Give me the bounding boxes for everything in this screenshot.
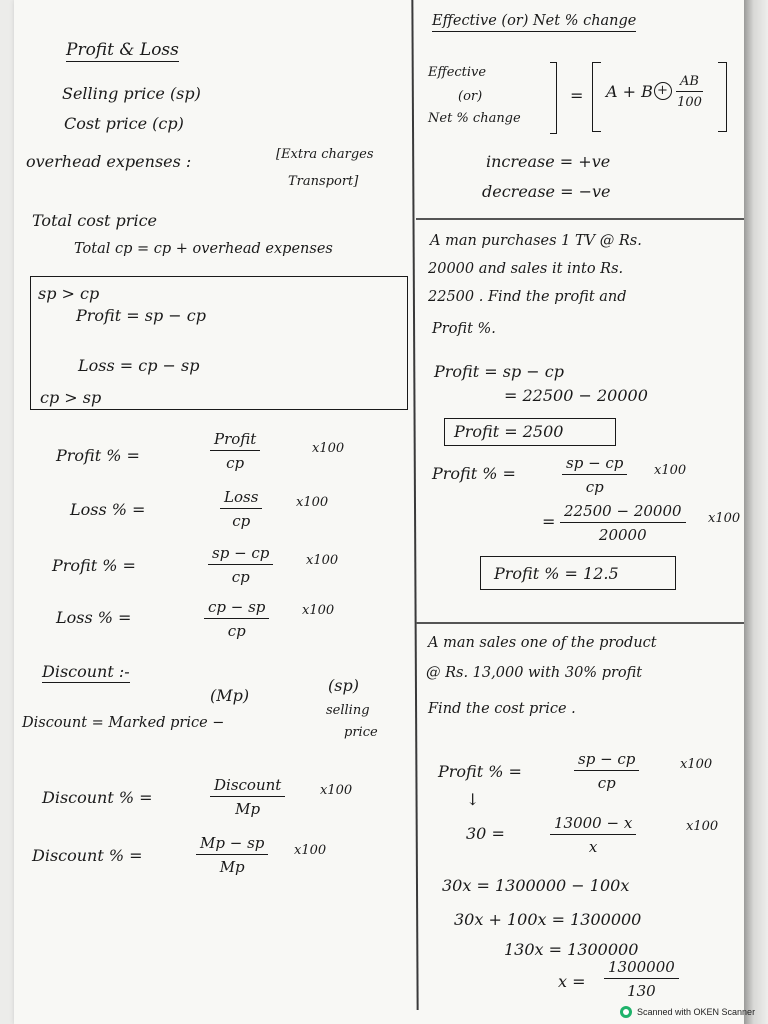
p2-step3: 30x + 100x = 1300000 <box>454 910 642 929</box>
p2-step5-fraction: $\frac{1300000}{130}$ <box>604 958 679 1000</box>
p1-step3: Profit = 2500 <box>454 422 564 441</box>
problem1-line2: 20000 and sales it into Rs. <box>428 261 624 277</box>
p2-step4: 130x = 1300000 <box>504 940 639 959</box>
down-arrow: ↓ <box>466 790 480 809</box>
times-100: x100 <box>294 843 327 858</box>
total-cp-formula: Total cp = cp + overhead expenses <box>74 241 333 257</box>
overhead-note-2: Transport] <box>288 174 359 189</box>
section-divider-1 <box>416 218 744 220</box>
times-100: x100 <box>296 495 329 510</box>
section-divider-2 <box>416 622 744 624</box>
profit-percent-fraction-2: $\frac{sp - cp}{cp}$ <box>208 544 273 586</box>
times-100: x100 <box>320 783 353 798</box>
p2-step2: 30x = 1300000 − 100x <box>442 876 630 895</box>
p2-step5-left: x = <box>558 972 586 991</box>
selling-price-def: Selling price (sp) <box>62 84 201 103</box>
problem2-line1: A man sales one of the product <box>428 635 657 651</box>
condition-cp-gt-sp: cp > sp <box>40 388 102 407</box>
page-edge-shadow <box>744 0 768 1024</box>
increase-rule: increase = +ve <box>486 152 611 171</box>
left-square-bracket <box>592 62 601 132</box>
notebook-page <box>14 0 744 1024</box>
ab-over-100: $\frac{AB}{100}$ <box>677 74 702 110</box>
times-100: x100 <box>312 441 345 456</box>
problem1-line3: 22500 . Find the profit and <box>428 289 627 305</box>
selling-word: selling <box>326 703 370 718</box>
or-label: (or) <box>458 89 483 104</box>
equals-sign: = <box>570 86 584 105</box>
a-plus-b: A + B <box>606 82 653 101</box>
p1-result: Profit % = 12.5 <box>494 564 619 583</box>
right-brace <box>550 62 557 134</box>
overhead-note-1: [Extra charges <box>276 147 374 162</box>
net-change-title: Effective (or) Net % change <box>432 14 636 32</box>
problem2-line3: Find the cost price . <box>428 701 576 717</box>
p1-step1: Profit = sp − cp <box>434 362 564 381</box>
p1-profit-percent-fraction: $\frac{sp - cp}{cp}$ <box>562 454 627 496</box>
scanner-watermark-text: Scanned with OKEN Scanner <box>637 1007 756 1017</box>
loss-percent-label-2: Loss % = <box>56 608 132 627</box>
scanner-watermark <box>620 1006 755 1018</box>
p1-equals: = <box>542 512 556 531</box>
p1-profit-percent-label: Profit % = <box>432 464 516 483</box>
right-square-bracket <box>718 62 727 132</box>
profit-percent-label-1: Profit % = <box>56 446 140 465</box>
discount-percent-label-1: Discount % = <box>42 788 153 807</box>
net-change-label: Net % change <box>428 111 521 126</box>
profit-percent-label-2: Profit % = <box>52 556 136 575</box>
p1-profit-percent-fraction-2: $\frac{22500 - 20000}{20000}$ <box>560 502 686 544</box>
problem1-line4: Profit %. <box>432 321 496 337</box>
title-profit-loss: Profit & Loss <box>66 40 179 60</box>
times-100: x100 <box>306 553 339 568</box>
plus-sign: + <box>657 83 668 98</box>
problem2-line2: @ Rs. 13,000 with 30% profit <box>426 665 643 681</box>
discount-formula: Discount = Marked price − <box>22 715 225 731</box>
times-100: x100 <box>708 511 741 526</box>
effective-label: Effective <box>428 65 487 80</box>
overhead-label: overhead expenses : <box>26 152 192 171</box>
discount-percent-fraction-1: Discount Mp <box>210 776 285 818</box>
discount-title: Discount :- <box>42 662 130 681</box>
loss-percent-fraction-2: $\frac{cp - sp}{cp}$ <box>204 598 269 640</box>
price-word: price <box>344 725 378 740</box>
loss-percent-label-1: Loss % = <box>70 500 146 519</box>
times-100: x100 <box>686 819 719 834</box>
marked-price-abbr: (Mp) <box>210 686 250 705</box>
profit-percent-fraction-1: Profit cp <box>210 430 260 472</box>
box-profit-formula: Profit = sp − cp <box>76 306 206 325</box>
decrease-rule: decrease = −ve <box>482 182 611 201</box>
discount-percent-fraction-2: $\frac{Mp - sp}{Mp}$ <box>196 834 268 876</box>
times-100: x100 <box>654 463 687 478</box>
total-cp-title: Total cost price <box>32 211 157 230</box>
p2-step1-left: 30 = <box>466 824 505 843</box>
scanner-logo-icon <box>620 1006 632 1018</box>
times-100: x100 <box>302 603 335 618</box>
p2-profit-percent-fraction: $\frac{sp - cp}{cp}$ <box>574 750 639 792</box>
times-100: x100 <box>680 757 713 772</box>
p2-step1-fraction: $\frac{13000 - x}{x}$ <box>550 814 636 856</box>
loss-percent-fraction-1: Loss cp <box>220 488 262 530</box>
column-divider <box>411 0 418 1010</box>
problem1-line1: A man purchases 1 TV @ Rs. <box>430 233 642 249</box>
p1-step2: = 22500 − 20000 <box>504 386 648 405</box>
condition-sp-gt-cp: sp > cp <box>38 284 100 303</box>
p2-profit-percent-label: Profit % = <box>438 762 522 781</box>
box-loss-formula: Loss = cp − sp <box>78 356 200 375</box>
cost-price-def: Cost price (cp) <box>64 114 184 133</box>
selling-price-abbr: (sp) <box>328 676 359 695</box>
discount-percent-label-2: Discount % = <box>32 846 143 865</box>
